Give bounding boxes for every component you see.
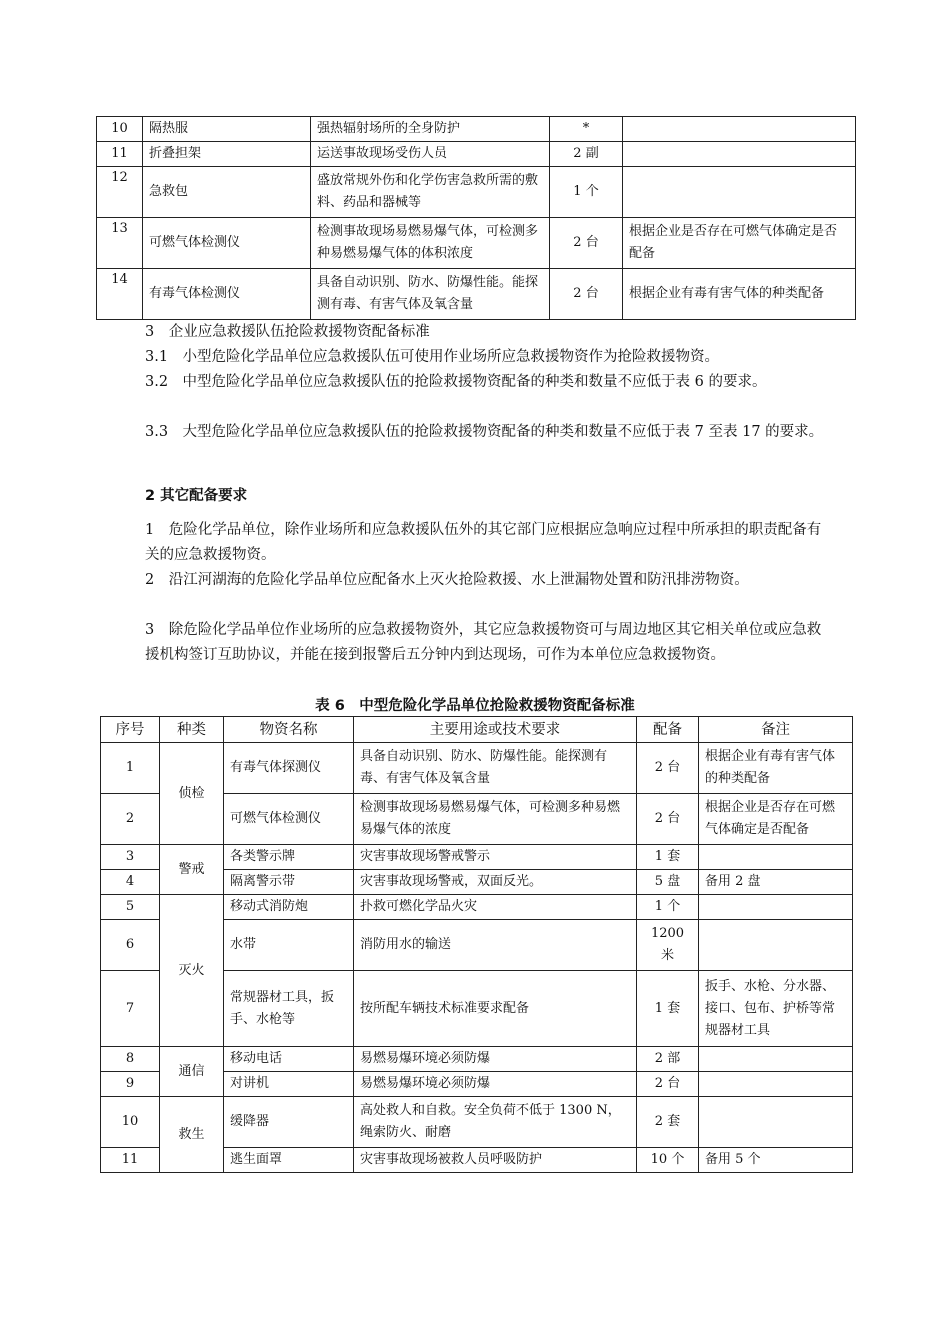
table-row [101,845,853,870]
item-name: 移动电话 [224,1047,354,1072]
row-number: 8 [101,1047,160,1072]
paragraph-3-3: 3.3 大型危险化学品单位应急救援队伍的抢险救援物资配备的种类和数量不应低于表 7 至表 17 的要求。 [145,424,824,440]
table-row [101,895,853,920]
item-use: 易燃易爆环境必须防爆 [354,1072,637,1097]
category-cell: 通信 [160,1047,224,1097]
item-use: 运送事故现场受伤人员 [311,142,550,167]
table-row [101,1097,853,1148]
item-note: 备用 2 盘 [699,870,853,895]
item-use: 强热辐射场所的全身防护 [311,117,550,142]
item-qty: 1200 米 [637,920,699,971]
item-qty: 5 盘 [637,870,699,895]
header-name: 物资名称 [224,717,354,743]
item-use: 检测事故现场易燃易爆气体，可检测多种易燃易爆气体的浓度 [354,794,637,845]
equipment-table-continued [96,116,856,320]
table-6-caption: 表 6 中型危险化学品单位抢险救援物资配备标准 [315,698,635,714]
item-qty: 10 个 [637,1148,699,1173]
row-number: 2 [101,794,160,845]
item-name: 隔离警示带 [224,870,354,895]
item-note: 根据企业是否存在可燃气体确定是否配备 [699,794,853,845]
item-qty: 2 台 [637,794,699,845]
header-note: 备注 [699,717,853,743]
item-note: 备用 5 个 [699,1148,853,1173]
item-name: 常规器材工具，扳手、水枪等 [224,971,354,1047]
table-header-row [101,717,853,743]
item-name: 可燃气体检测仪 [224,794,354,845]
item-name: 水带 [224,920,354,971]
item-qty: * [550,117,623,142]
table-row [97,167,856,218]
category-cell: 警戒 [160,845,224,895]
item-use: 灾害事故现场警戒，双面反光。 [354,870,637,895]
item-qty: 2 台 [550,218,623,269]
row-number: 1 [101,743,160,794]
item-note [699,920,853,971]
category-cell: 救生 [160,1097,224,1173]
item-use: 灾害事故现场警戒警示 [354,845,637,870]
item-note [699,1097,853,1148]
item-use: 具备自动识别、防水、防爆性能。能探测有毒、有害气体及氧含量 [311,269,550,320]
row-number: 11 [97,142,143,167]
item-note [699,845,853,870]
item-note [623,142,856,167]
table-row [101,743,853,794]
row-number: 7 [101,971,160,1047]
item-name: 缓降器 [224,1097,354,1148]
category-cell: 灭火 [160,895,224,1047]
item-use: 按所配车辆技术标准要求配备 [354,971,637,1047]
item-use: 扑救可燃化学品火灾 [354,895,637,920]
header-qty: 配备 [637,717,699,743]
table-row [97,218,856,269]
item-note: 根据企业有毒有害气体的种类配备 [623,269,856,320]
paragraph-other-3: 3 除危险化学品单位作业场所的应急救援物资外，其它应急救援物资可与周边地区其它相关单位或应急救援机构签订互助协议，并能在接到报警后五分钟内到达现场，可作为本单位应急救援物资。 [145,622,822,663]
item-name: 隔热服 [143,117,311,142]
table-row [97,269,856,320]
row-number: 12 [97,167,143,218]
item-qty: 2 台 [637,743,699,794]
paragraph-other-1: 1 危险化学品单位，除作业场所和应急救援队伍外的其它部门应根据应急响应过程中所承担的职责配备有关的应急救援物资。 [145,522,822,563]
row-number: 6 [101,920,160,971]
row-number: 13 [97,218,143,269]
item-qty: 1 个 [637,895,699,920]
item-note [699,895,853,920]
item-use: 盛放常规外伤和化学伤害急救所需的敷料、药品和器械等 [311,167,550,218]
item-name: 折叠担架 [143,142,311,167]
item-name: 可燃气体检测仪 [143,218,311,269]
item-qty: 2 台 [550,269,623,320]
header-no: 序号 [101,717,160,743]
row-number: 11 [101,1148,160,1173]
item-note: 扳手、水枪、分水器、接口、包布、护桥等常规器材工具 [699,971,853,1047]
item-use: 消防用水的输送 [354,920,637,971]
table-row [97,117,856,142]
item-qty: 1 套 [637,971,699,1047]
section-3-title: 3 企业应急救援队伍抢险救援物资配备标准 [145,324,430,340]
row-number: 3 [101,845,160,870]
item-use: 灾害事故现场被救人员呼吸防护 [354,1148,637,1173]
row-number: 10 [97,117,143,142]
item-name: 急救包 [143,167,311,218]
row-number: 9 [101,1072,160,1097]
item-name: 各类警示牌 [224,845,354,870]
header-category: 种类 [160,717,224,743]
item-name: 移动式消防炮 [224,895,354,920]
item-use: 检测事故现场易燃易爆气体，可检测多种易燃易爆气体的体积浓度 [311,218,550,269]
header-use: 主要用途或技术要求 [354,717,637,743]
item-note [623,117,856,142]
item-qty: 1 套 [637,845,699,870]
item-qty: 2 套 [637,1097,699,1148]
row-number: 5 [101,895,160,920]
item-name: 逃生面罩 [224,1148,354,1173]
category-cell: 侦检 [160,743,224,845]
table-row [97,142,856,167]
item-use: 易燃易爆环境必须防爆 [354,1047,637,1072]
item-qty: 2 副 [550,142,623,167]
section-heading-other: 2 其它配备要求 [145,488,248,504]
item-use: 具备自动识别、防水、防爆性能。能探测有毒、有害气体及氧含量 [354,743,637,794]
row-number: 4 [101,870,160,895]
item-name: 有毒气体探测仪 [224,743,354,794]
table-row [101,1047,853,1072]
row-number: 10 [101,1097,160,1148]
row-number: 14 [97,269,143,320]
item-qty: 1 个 [550,167,623,218]
item-qty: 2 台 [637,1072,699,1097]
item-name: 有毒气体检测仪 [143,269,311,320]
item-qty: 2 部 [637,1047,699,1072]
item-note [623,167,856,218]
table-6 [100,716,853,1173]
item-name: 对讲机 [224,1072,354,1097]
paragraph-other-2: 2 沿江河湖海的危险化学品单位应配备水上灭火抢险救援、水上泄漏物处置和防汛排涝物资。 [145,572,749,588]
item-note: 根据企业有毒有害气体的种类配备 [699,743,853,794]
item-use: 高处救人和自救。安全负荷不低于 1300 N，绳索防火、耐磨 [354,1097,637,1148]
paragraph-3-2: 3.2 中型危险化学品单位应急救援队伍的抢险救援物资配备的种类和数量不应低于表 6 的要求。 [145,374,767,390]
item-note: 根据企业是否存在可燃气体确定是否配备 [623,218,856,269]
paragraph-3-1: 3.1 小型危险化学品单位应急救援队伍可使用作业场所应急救援物资作为抢险救援物资。 [145,349,720,365]
item-note [699,1047,853,1072]
item-note [699,1072,853,1097]
